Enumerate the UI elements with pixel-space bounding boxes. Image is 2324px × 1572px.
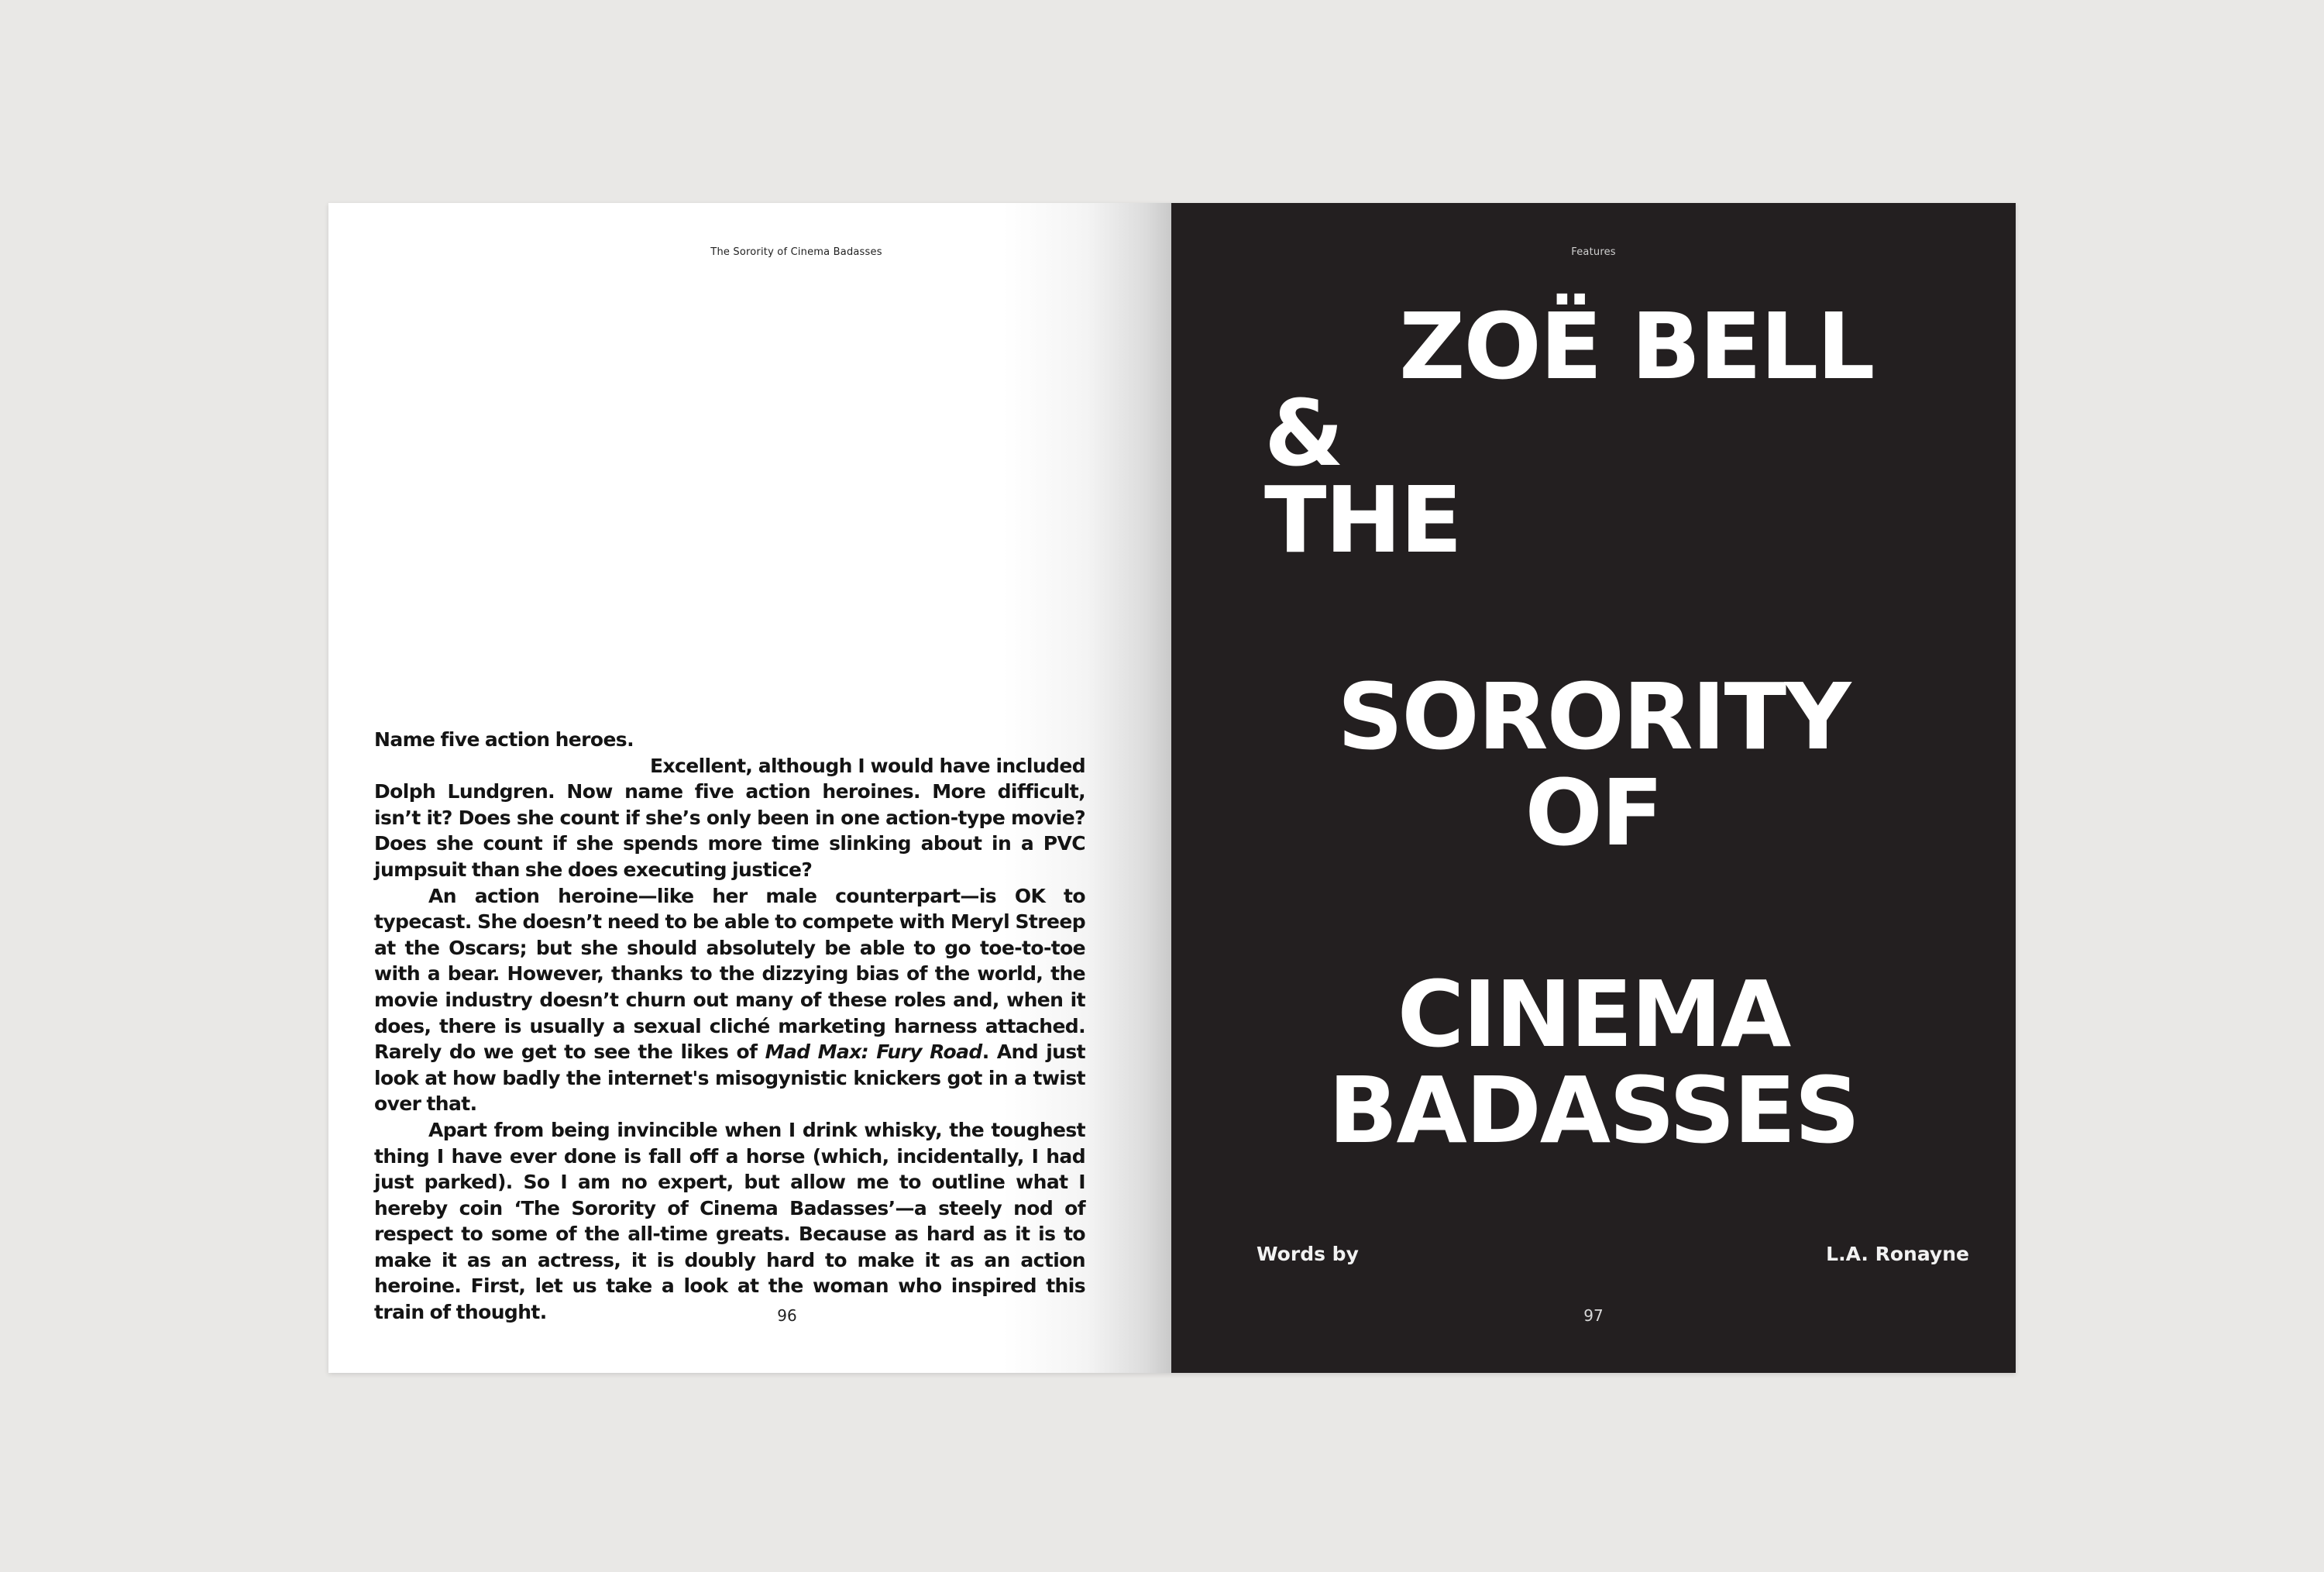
right-page [1171,203,2016,1373]
page-number-left: 96 [777,1306,797,1325]
article-body [374,727,1085,1326]
title-line-cinema: CINEMA [1397,961,1790,1068]
paragraph-excellent: Excellent, although I would have included Dolph Lundgren. Now name five action heroines. More difficult, isn’t it? Does she count if she’s only been in one action-type movie? Does she count if she spends more time slinking about in a PVC jumpsuit than she does executing justice? [374,754,1085,881]
title-line-sorority: SORORITY [1337,663,1850,770]
paragraph-action-heroine-text: An action heroine—like her male counterpart—is OK to typecast. She doesn’t need to be able to compete with Meryl Streep at the Oscars; but she should absolutely be able to go toe-to-toe with a bear. However, thanks to the dizzying bias of the world, the movie industry doesn’t churn out many of these roles and, when it does, there is usually a sexual cliché marketing harness attached. Rarely do we get to see the likes of [374,884,1085,1064]
left-page [328,203,1171,1373]
film-title-mad-max: Mad Max: Fury Road [765,1041,982,1064]
credit-label: Words by [1257,1243,1359,1265]
title-line-ampersand: & [1264,380,1342,487]
title-line-of: OF [1525,759,1662,866]
title-line-badasses: BADASSES [1328,1057,1859,1164]
paragraph-whisky: Apart from being invincible when I drink whisky, the toughest thing I have ever done is fall off a horse (which, incidentally, I had just parked). So I am no expert, but allow me to outline what I hereby coin ‘The Sorority of Cinema Badasses’—a steely nod of respect to some of the all-time greats. Because as hard as it is to make it as an actress, it is doubly hard to make it as an action heroine. First, let us take a look at the woman who inspired this train of thought. [374,1118,1085,1324]
paragraph-action-heroine-end: . And just look at how badly the internet's misogynistic knickers got in a twist over that. [374,1041,1085,1116]
paragraph-opening: Name five action heroes. [374,728,634,751]
running-head-left: The Sorority of Cinema Badasses [710,246,882,258]
credit-author: L.A. Ronayne [1826,1243,1969,1265]
running-head-right: Features [1571,246,1616,258]
title-line-zoe-bell: ZOË BELL [1399,293,1874,400]
paragraph-action-heroine [374,883,1085,1117]
magazine-spread [328,203,2016,1373]
page-number-right: 97 [1583,1306,1604,1325]
title-line-the: THE [1264,466,1461,573]
